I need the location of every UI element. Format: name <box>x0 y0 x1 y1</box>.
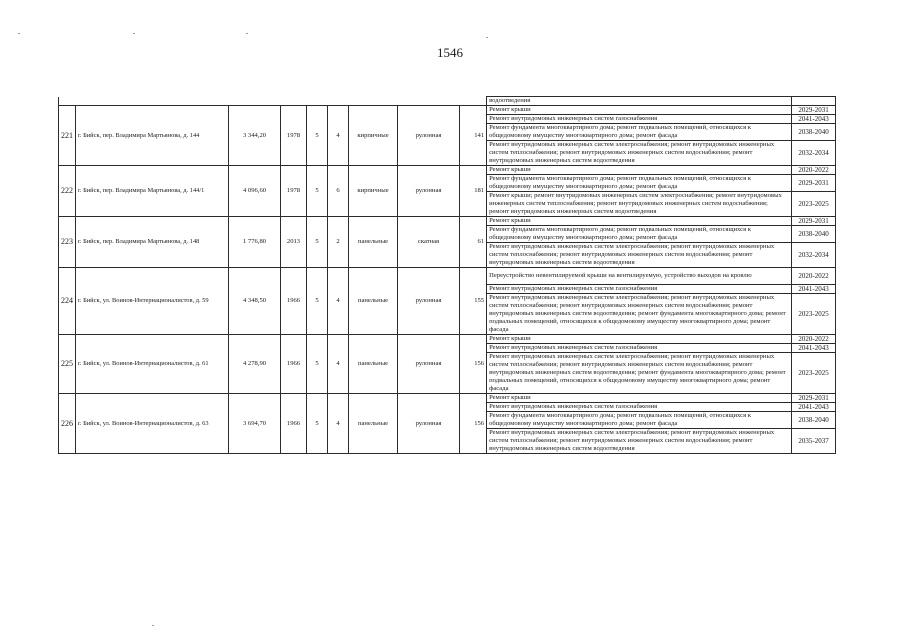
work-description: Ремонт крыши <box>487 106 792 115</box>
total-area: 4 096,60 <box>229 166 281 217</box>
work-description: Ремонт крыши; ремонт внутридомовых инженерных систем электроснабжения; ремонт внутридомовых инженерных систем теплоснабжения; ремонт внутридомовых инженерных систем водоснабжения; ремонт внутридомовых инженерных систем водоотведения <box>487 192 792 217</box>
work-description: Ремонт внутридомовых инженерных систем электроснабжения; ремонт внутридомовых инженерных систем теплоснабжения; ремонт внутридомовых инженерных систем водоснабжения; ремонт внутридомовых инженерных систем водоотведения; ремонт фундамента многоквартирного дома; ремонт подвальных помещений, относящихся к общедомовому имуществу многоквартирного дома; ремонт фасада <box>487 294 792 335</box>
building-number: 226 <box>59 394 76 454</box>
carry-over-row <box>59 97 836 106</box>
apartment-count: 61 <box>460 217 487 268</box>
total-area: 1 776,80 <box>229 217 281 268</box>
work-period: 2032-2034 <box>792 243 836 268</box>
work-period: 2041-2043 <box>792 285 836 294</box>
building-number: 223 <box>59 217 76 268</box>
scan-speck <box>152 625 154 626</box>
scan-speck <box>18 33 20 34</box>
table-row <box>59 166 836 175</box>
work-description: водоотведения <box>487 97 792 106</box>
floor-count: 5 <box>307 217 328 268</box>
scan-speck <box>486 37 488 38</box>
work-period: 2029-2031 <box>792 394 836 403</box>
work-description: Ремонт крыши <box>487 335 792 344</box>
work-description: Ремонт внутридомовых инженерных систем газоснабжения <box>487 344 792 353</box>
work-period: 2038-2040 <box>792 412 836 429</box>
build-year: 1966 <box>281 335 307 394</box>
apartment-count: 156 <box>460 335 487 394</box>
work-period: 2041-2043 <box>792 403 836 412</box>
table-body <box>59 97 836 454</box>
floor-count: 5 <box>307 268 328 335</box>
work-period: 2035-2037 <box>792 429 836 454</box>
building-address: г. Бийск, пер. Владимира Мартьянова, д. 148 <box>76 217 229 268</box>
work-period: 2041-2043 <box>792 115 836 124</box>
wall-material: панельные <box>349 268 398 335</box>
work-description: Ремонт фундамента многоквартирного дома; ремонт подвальных помещений, относящихся к общедомовому имуществу многоквартирного дома; ремонт фасада <box>487 124 792 141</box>
entrance-count: 2 <box>328 217 349 268</box>
floor-count: 5 <box>307 106 328 166</box>
work-period: 2038-2040 <box>792 226 836 243</box>
work-period: 2023-2025 <box>792 192 836 217</box>
repair-schedule-table <box>58 96 836 454</box>
work-period: 2038-2040 <box>792 124 836 141</box>
wall-material: панельные <box>349 217 398 268</box>
work-description: Ремонт фундамента многоквартирного дома; ремонт подвальных помещений, относящихся к общедомовому имуществу многоквартирного дома; ремонт фасада <box>487 412 792 429</box>
work-description: Ремонт внутридомовых инженерных систем электроснабжения; ремонт внутридомовых инженерных систем теплоснабжения; ремонт внутридомовых инженерных систем водоснабжения; ремонт внутридомовых инженерных систем водоотведения <box>487 243 792 268</box>
apartment-count: 156 <box>460 394 487 454</box>
build-year: 1978 <box>281 166 307 217</box>
work-period: 2032-2034 <box>792 141 836 166</box>
work-description: Ремонт крыши <box>487 217 792 226</box>
building-number: 222 <box>59 166 76 217</box>
entrance-count: 4 <box>328 394 349 454</box>
work-description: Ремонт внутридомовых инженерных систем электроснабжения; ремонт внутридомовых инженерных систем теплоснабжения; ремонт внутридомовых инженерных систем водоснабжения; ремонт внутридомовых инженерных систем водоотведения <box>487 429 792 454</box>
apartment-count: 155 <box>460 268 487 335</box>
entrance-count: 4 <box>328 106 349 166</box>
table-row <box>59 217 836 226</box>
wall-material: кирпичные <box>349 166 398 217</box>
roof-type: рулонная <box>398 106 460 166</box>
building-address: г. Бийск, пер. Владимира Мартьянова, д. 144/1 <box>76 166 229 217</box>
entrance-count: 6 <box>328 166 349 217</box>
floor-count: 5 <box>307 166 328 217</box>
work-period: 2029-2031 <box>792 175 836 192</box>
scan-speck <box>133 33 135 34</box>
entrance-count: 4 <box>328 268 349 335</box>
build-year: 2013 <box>281 217 307 268</box>
work-period: 2029-2031 <box>792 217 836 226</box>
total-area: 3 694,70 <box>229 394 281 454</box>
work-description: Ремонт внутридомовых инженерных систем газоснабжения <box>487 115 792 124</box>
work-description: Ремонт внутридомовых инженерных систем электроснабжения; ремонт внутридомовых инженерных систем теплоснабжения; ремонт внутридомовых инженерных систем водоснабжения; ремонт внутридомовых инженерных систем водоотведения; ремонт фундамента многоквартирного дома; ремонт подвальных помещений, относящихся к общедомовому имуществу многоквартирного дома; ремонт фасада <box>487 353 792 394</box>
roof-type: рулонная <box>398 394 460 454</box>
building-address: г. Бийск, пер. Владимира Мартьянова, д. 144 <box>76 106 229 166</box>
work-description: Ремонт внутридомовых инженерных систем электроснабжения; ремонт внутридомовых инженерных систем теплоснабжения; ремонт внутридомовых инженерных систем водоснабжения; ремонт внутридомовых инженерных систем водоотведения <box>487 141 792 166</box>
work-period: 2023-2025 <box>792 353 836 394</box>
apartment-count: 141 <box>460 106 487 166</box>
work-period: 2020-2022 <box>792 335 836 344</box>
build-year: 1966 <box>281 268 307 335</box>
scan-speck <box>246 33 248 34</box>
floor-count: 5 <box>307 394 328 454</box>
work-period: 2020-2022 <box>792 268 836 285</box>
work-description: Ремонт фундамента многоквартирного дома; ремонт подвальных помещений, относящихся к общедомовому имуществу многоквартирного дома; ремонт фасада <box>487 175 792 192</box>
total-area: 4 348,50 <box>229 268 281 335</box>
work-period: 2041-2043 <box>792 344 836 353</box>
building-address: г. Бийск, ул. Воинов-Интернационалистов, д. 59 <box>76 268 229 335</box>
work-period: 2029-2031 <box>792 106 836 115</box>
apartment-count: 181 <box>460 166 487 217</box>
wall-material: панельные <box>349 335 398 394</box>
work-period <box>792 97 836 106</box>
table-row <box>59 335 836 344</box>
carry-over-blank <box>59 97 487 106</box>
total-area: 4 278,90 <box>229 335 281 394</box>
build-year: 1966 <box>281 394 307 454</box>
roof-type: рулонная <box>398 335 460 394</box>
table-row <box>59 268 836 285</box>
table-row <box>59 106 836 115</box>
building-address: г. Бийск, ул. Воинов-Интернационалистов, д. 61 <box>76 335 229 394</box>
page-number: 1546 <box>437 45 463 60</box>
roof-type: рулонная <box>398 268 460 335</box>
total-area: 3 344,20 <box>229 106 281 166</box>
build-year: 1978 <box>281 106 307 166</box>
building-number: 221 <box>59 106 76 166</box>
building-number: 225 <box>59 335 76 394</box>
work-description: Переустройство невентилируемой крыши на вентилируемую, устройство выходов на кровлю <box>487 268 792 285</box>
wall-material: панельные <box>349 394 398 454</box>
work-period: 2020-2022 <box>792 166 836 175</box>
building-address: г. Бийск, ул. Воинов-Интернационалистов, д. 63 <box>76 394 229 454</box>
work-period: 2023-2025 <box>792 294 836 335</box>
work-description: Ремонт крыши <box>487 166 792 175</box>
building-number: 224 <box>59 268 76 335</box>
roof-type: скатная <box>398 217 460 268</box>
entrance-count: 4 <box>328 335 349 394</box>
floor-count: 5 <box>307 335 328 394</box>
roof-type: рулонная <box>398 166 460 217</box>
table-row <box>59 394 836 403</box>
work-description: Ремонт внутридомовых инженерных систем газоснабжения <box>487 403 792 412</box>
wall-material: кирпичные <box>349 106 398 166</box>
work-description: Ремонт фундамента многоквартирного дома; ремонт подвальных помещений, относящихся к общедомовому имуществу многоквартирного дома; ремонт фасада <box>487 226 792 243</box>
work-description: Ремонт внутридомовых инженерных систем газоснабжения <box>487 285 792 294</box>
work-description: Ремонт крыши <box>487 394 792 403</box>
